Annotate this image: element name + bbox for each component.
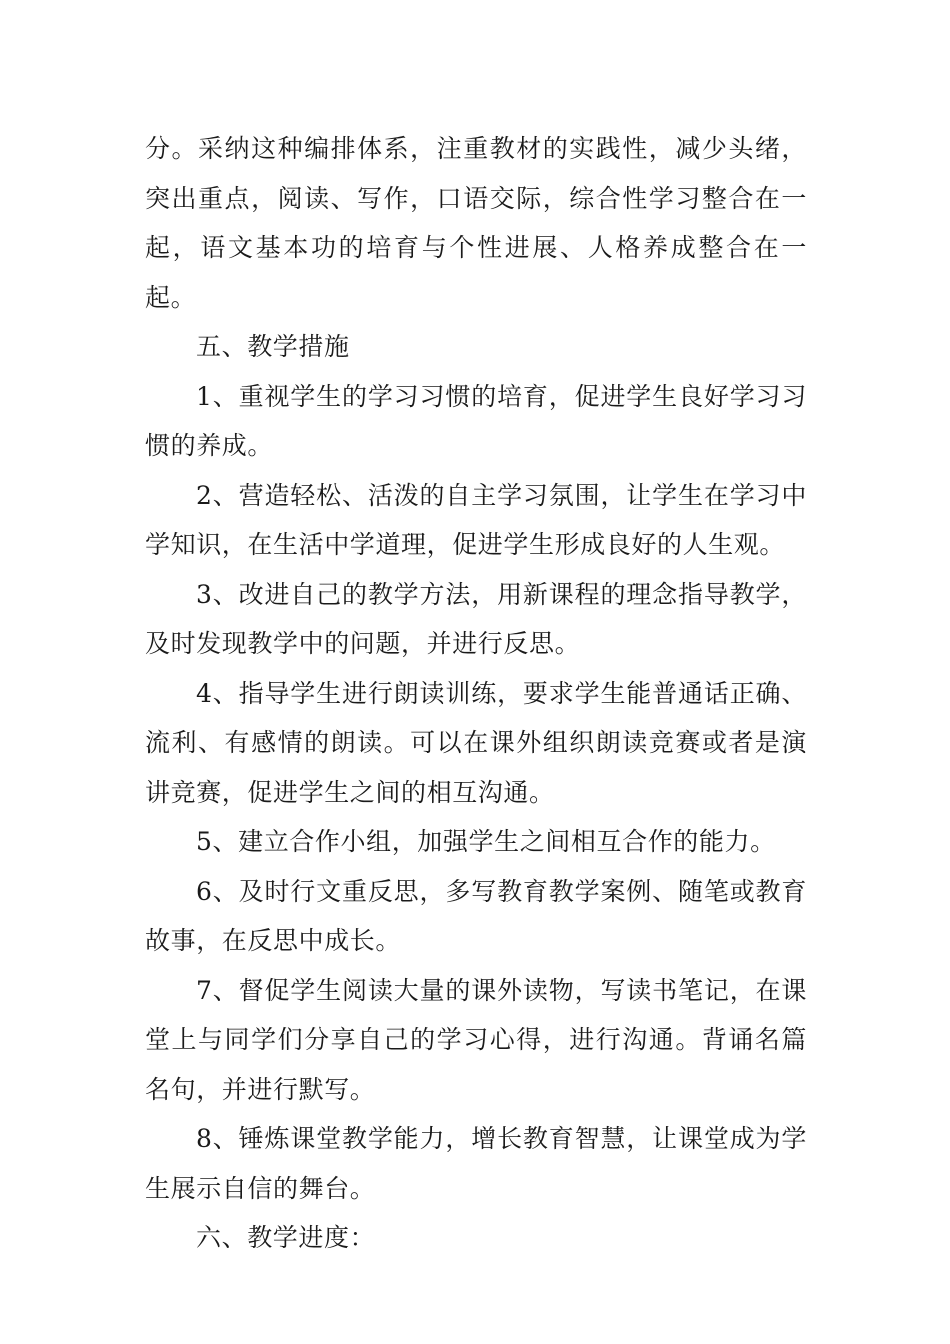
measure-item-4: 4、指导学生进行朗读训练，要求学生能普通话正确、流利、有感情的朗读。可以在课外组织朗读竞赛或者是演讲竞赛，促进学生之间的相互沟通。 bbox=[145, 678, 807, 807]
section-heading-teaching-measures: 五、教学措施 bbox=[196, 332, 350, 361]
measure-item-7: 7、督促学生阅读大量的课外读物，写读书笔记，在课堂上与同学们分享自己的学习心得，进行沟通。背诵名篇名句，并进行默写。 bbox=[145, 975, 807, 1104]
measure-item-1: 1、重视学生的学习习惯的培育，促进学生良好学习习惯的养成。 bbox=[145, 381, 807, 460]
measure-item-3: 3、改进自己的教学方法，用新课程的理念指导教学，及时发现教学中的问题，并进行反思。 bbox=[145, 579, 807, 658]
section-heading-teaching-schedule: 六、教学进度： bbox=[196, 1223, 376, 1252]
paragraph-continuation: 分。采纳这种编排体系，注重教材的实践性，减少头绪，突出重点，阅读、写作，口语交际，综合性学习整合在一起，语文基本功的培育与个性进展、人格养成整合在一起。 bbox=[145, 134, 807, 312]
measure-item-6: 6、及时行文重反思，多写教育教学案例、随笔或教育故事，在反思中成长。 bbox=[145, 876, 807, 955]
measure-item-5: 5、建立合作小组，加强学生之间相互合作的能力。 bbox=[196, 827, 776, 856]
document-page bbox=[145, 124, 807, 1263]
measure-item-2: 2、营造轻松、活泼的自主学习氛围，让学生在学习中学知识，在生活中学道理，促进学生形成良好的人生观。 bbox=[145, 480, 807, 559]
measure-item-8: 8、锤炼课堂教学能力，增长教育智慧，让课堂成为学生展示自信的舞台。 bbox=[145, 1124, 807, 1203]
